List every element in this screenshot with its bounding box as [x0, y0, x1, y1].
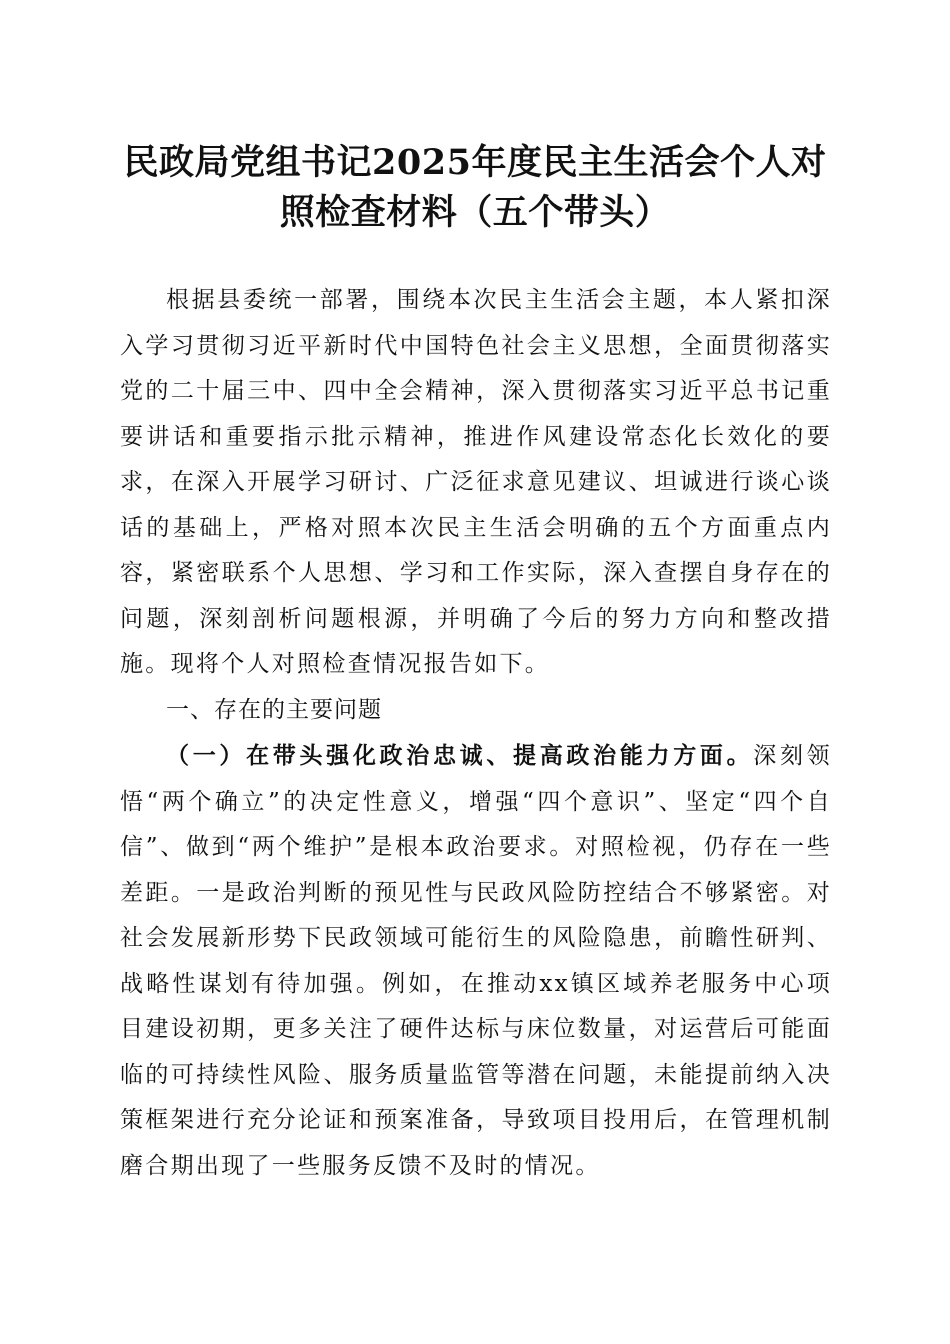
document-title [90, 138, 860, 238]
subsection-heading-political-loyalty: （一）在带头强化政治忠诚、提高政治能力方面。 [166, 742, 754, 769]
document-title-line-1: 民政局党组书记2025年度民主生活会个人对 [123, 142, 827, 183]
subsection-paragraph-political-loyalty [120, 733, 832, 1189]
section-heading-problems: 一、存在的主要问题 [166, 696, 382, 723]
document-body [120, 278, 832, 1189]
subsection-body-political-loyalty: 深刻领悟“两个确立”的决定性意义，增强“四个意识”、坚定“四个自信”、做到“两个维护”是根本政治要求。对照检视，仍存在一些差距。一是政治判断的预见性与民政风险防控结合不够紧密。对社会发展新形势下民政领域可能衍生的风险隐患，前瞻性研判、战略性谋划有待加强。例如，在推动xx镇区域养老服务中心项目建设初期，更多关注了硬件达标与床位数量，对运营后可能面临的可持续性风险、服务质量监管等潜在问题，未能提前纳入决策框架进行充分论证和预案准备，导致项目投用后，在管理机制磨合期出现了一些服务反馈不及时的情况。 [120, 743, 832, 1179]
intro-paragraph: 根据县委统一部署，围绕本次民主生活会主题，本人紧扣深入学习贯彻习近平新时代中国特色社会主义思想，全面贯彻落实党的二十届三中、四中全会精神，深入贯彻落实习近平总书记重要讲话和重要指示批示精神，推进作风建设常态化长效化的要求，在深入开展学习研讨、广泛征求意见建议、坦诚进行谈心谈话的基础上，严格对照本次民主生活会明确的五个方面重点内容，紧密联系个人思想、学习和工作实际，深入查摆自身存在的问题，深刻剖析问题根源，并明确了今后的努力方向和整改措施。现将个人对照检查情况报告如下。 [120, 287, 832, 677]
document-title-line-2: 照检查材料（五个带头） [279, 192, 671, 233]
